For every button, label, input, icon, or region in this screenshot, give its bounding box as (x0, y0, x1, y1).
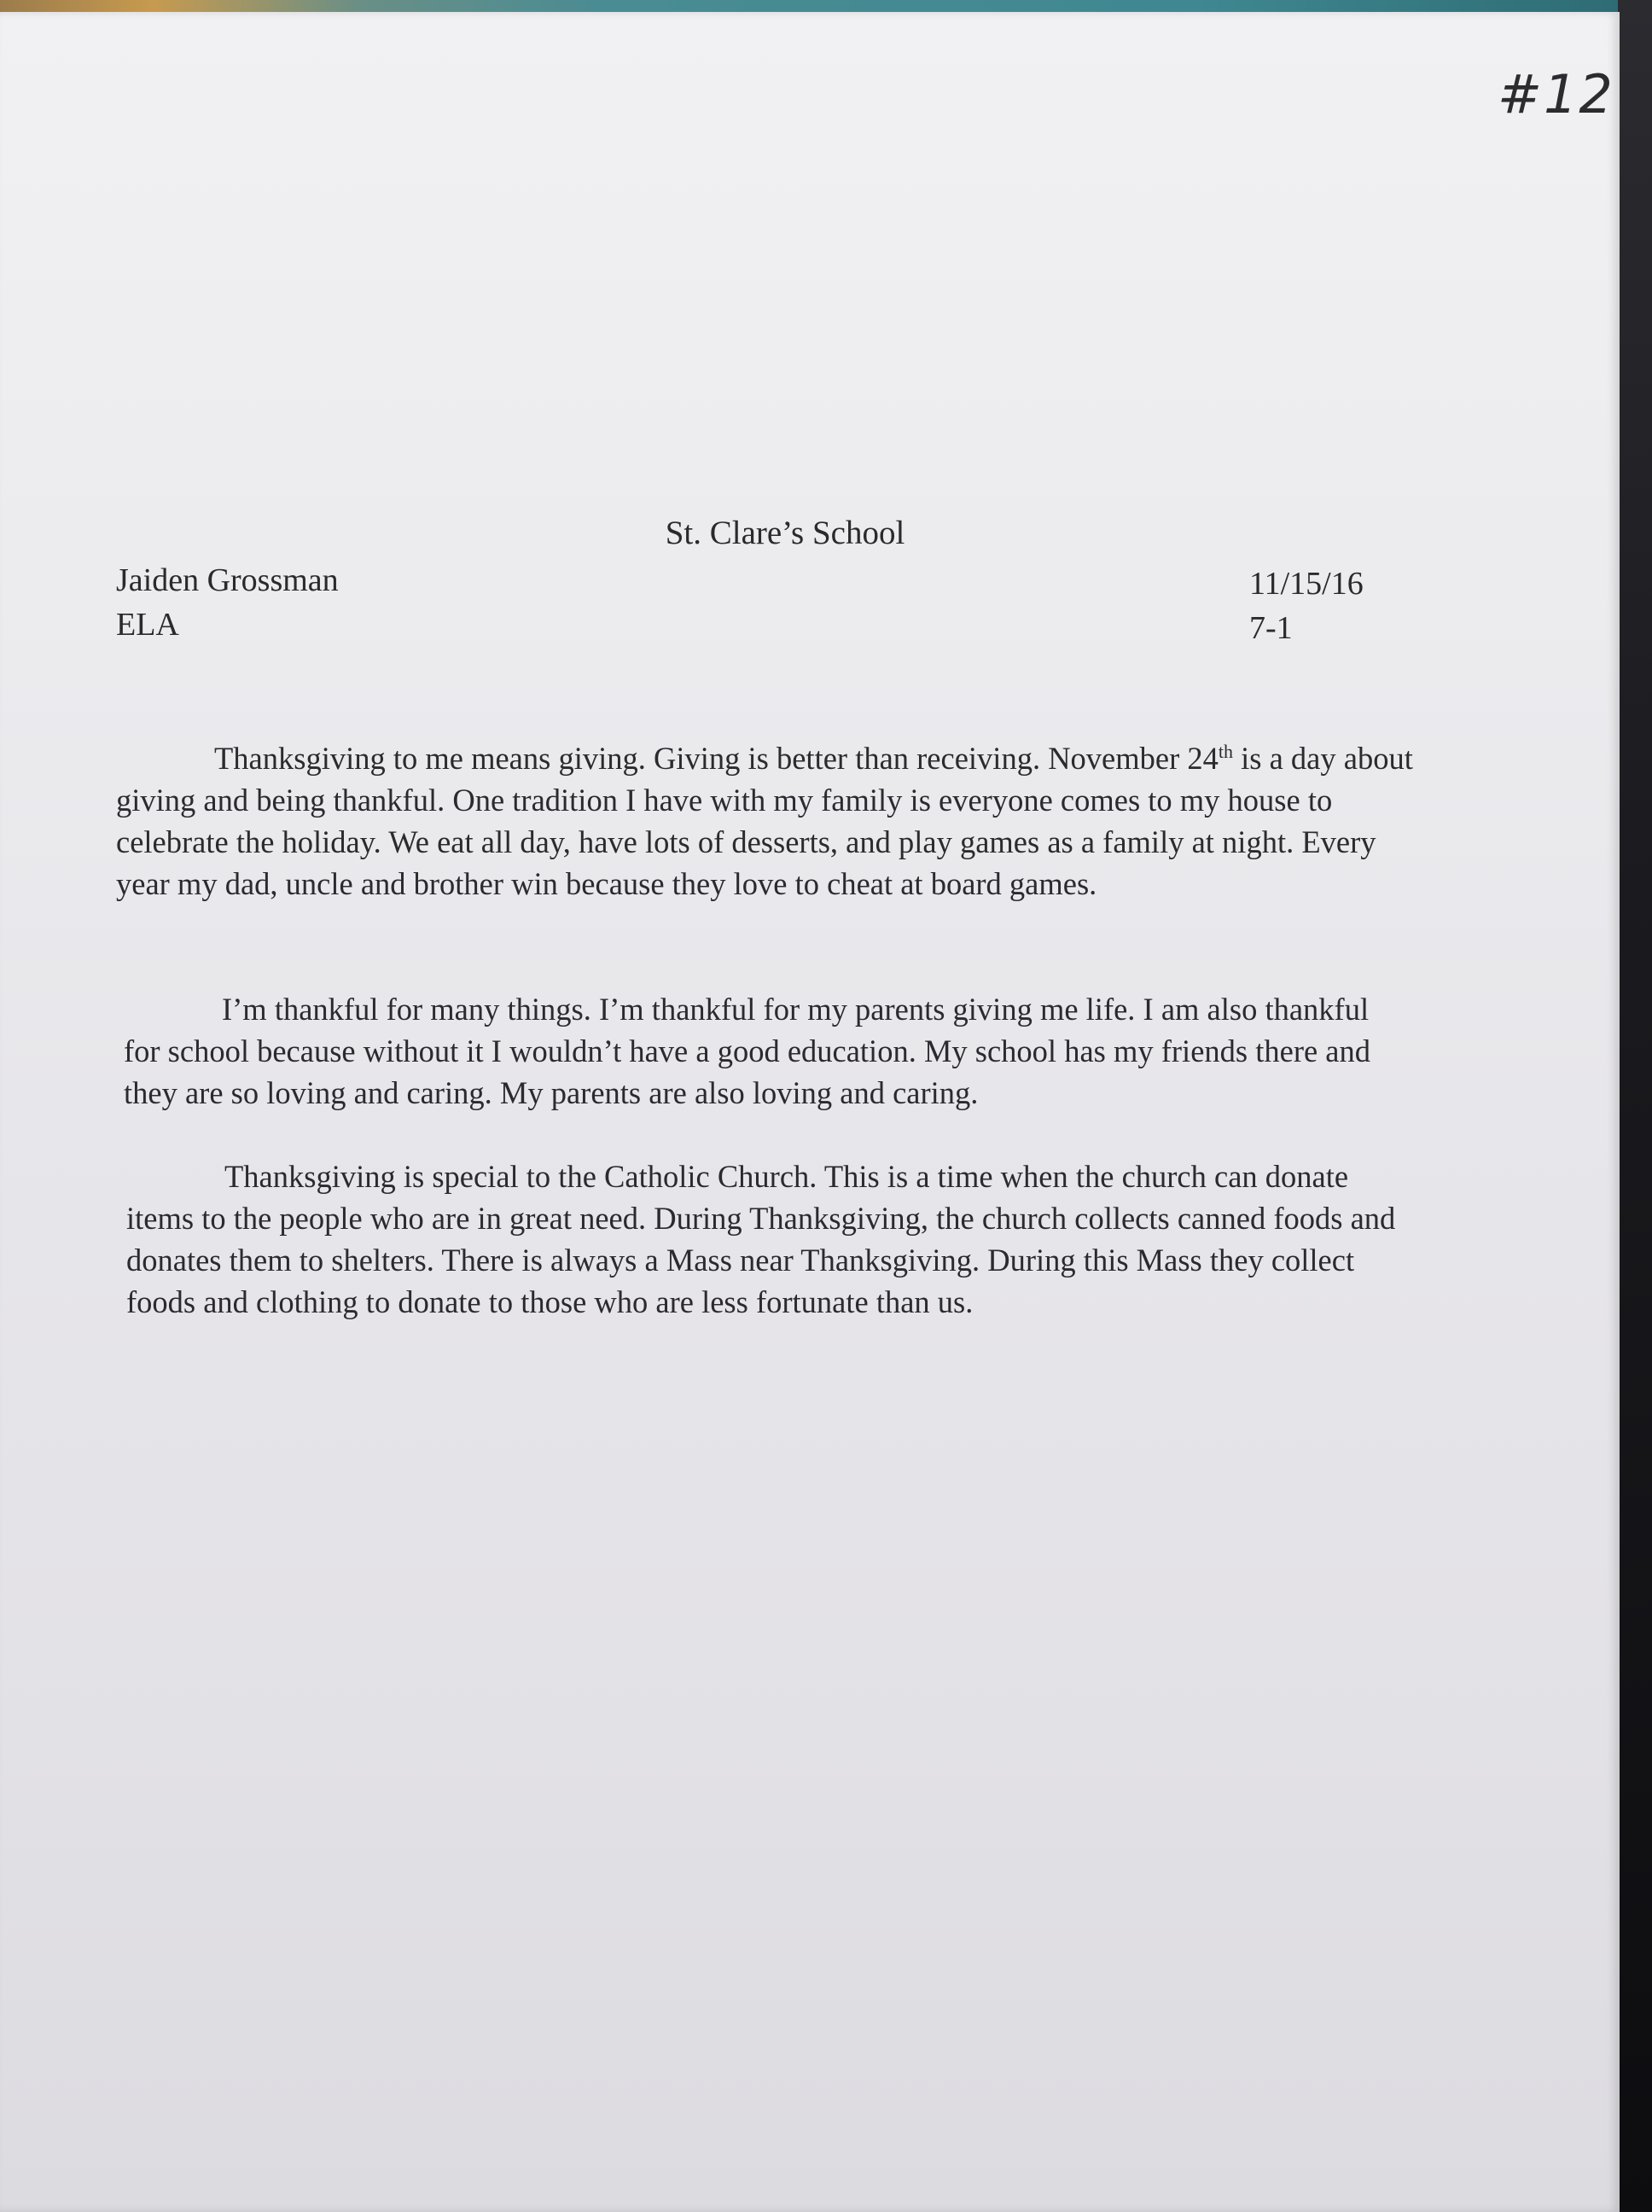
handwritten-page-number: #12 (1498, 63, 1614, 125)
ordinal-suffix: th (1218, 741, 1234, 762)
paper-sheet (0, 12, 1620, 2212)
paragraph-1-text-end: is a day about giving and being thankful. One tradition I have with my family is everyone comes to my house to celebrate the holiday. We eat all day, have lots of desserts, and play games as a family at night. Every year my dad, uncle and brother win because they love to cheat at board games. (116, 741, 1413, 902)
class-section-label: 7-1 (1249, 610, 1293, 646)
header-right-block (1249, 562, 1364, 650)
school-heading: St. Clare’s School (665, 515, 905, 551)
date-label: 11/15/16 (1249, 566, 1364, 602)
paragraph-2: I’m thankful for many things. I’m thankful for my parents giving me life. I am also thankful for school because without it I wouldn’t have a good education. My school has my friends there and they are so loving and caring. My parents are also loving and caring. (124, 992, 1370, 1110)
paragraph-3: Thanksgiving is special to the Catholic Church. This is a time when the church can donate items to the people who are in great need. During Thanksgiving, the church collects canned foods and donates them to shelters. There is always a Mass near Thanksgiving. During this Mass they collect foods and clothing to donate to those who are less fortunate than us. (126, 1159, 1396, 1319)
header-left-block (116, 558, 339, 647)
paragraph-1 (116, 731, 1434, 905)
paragraph-1-text-start: Thanksgiving to me means giving. Giving is better than receiving. November 24 (214, 741, 1219, 777)
subject-label: ELA (116, 607, 179, 643)
student-name: Jaiden Grossman (116, 562, 339, 598)
background-right-strip (1618, 0, 1652, 2212)
